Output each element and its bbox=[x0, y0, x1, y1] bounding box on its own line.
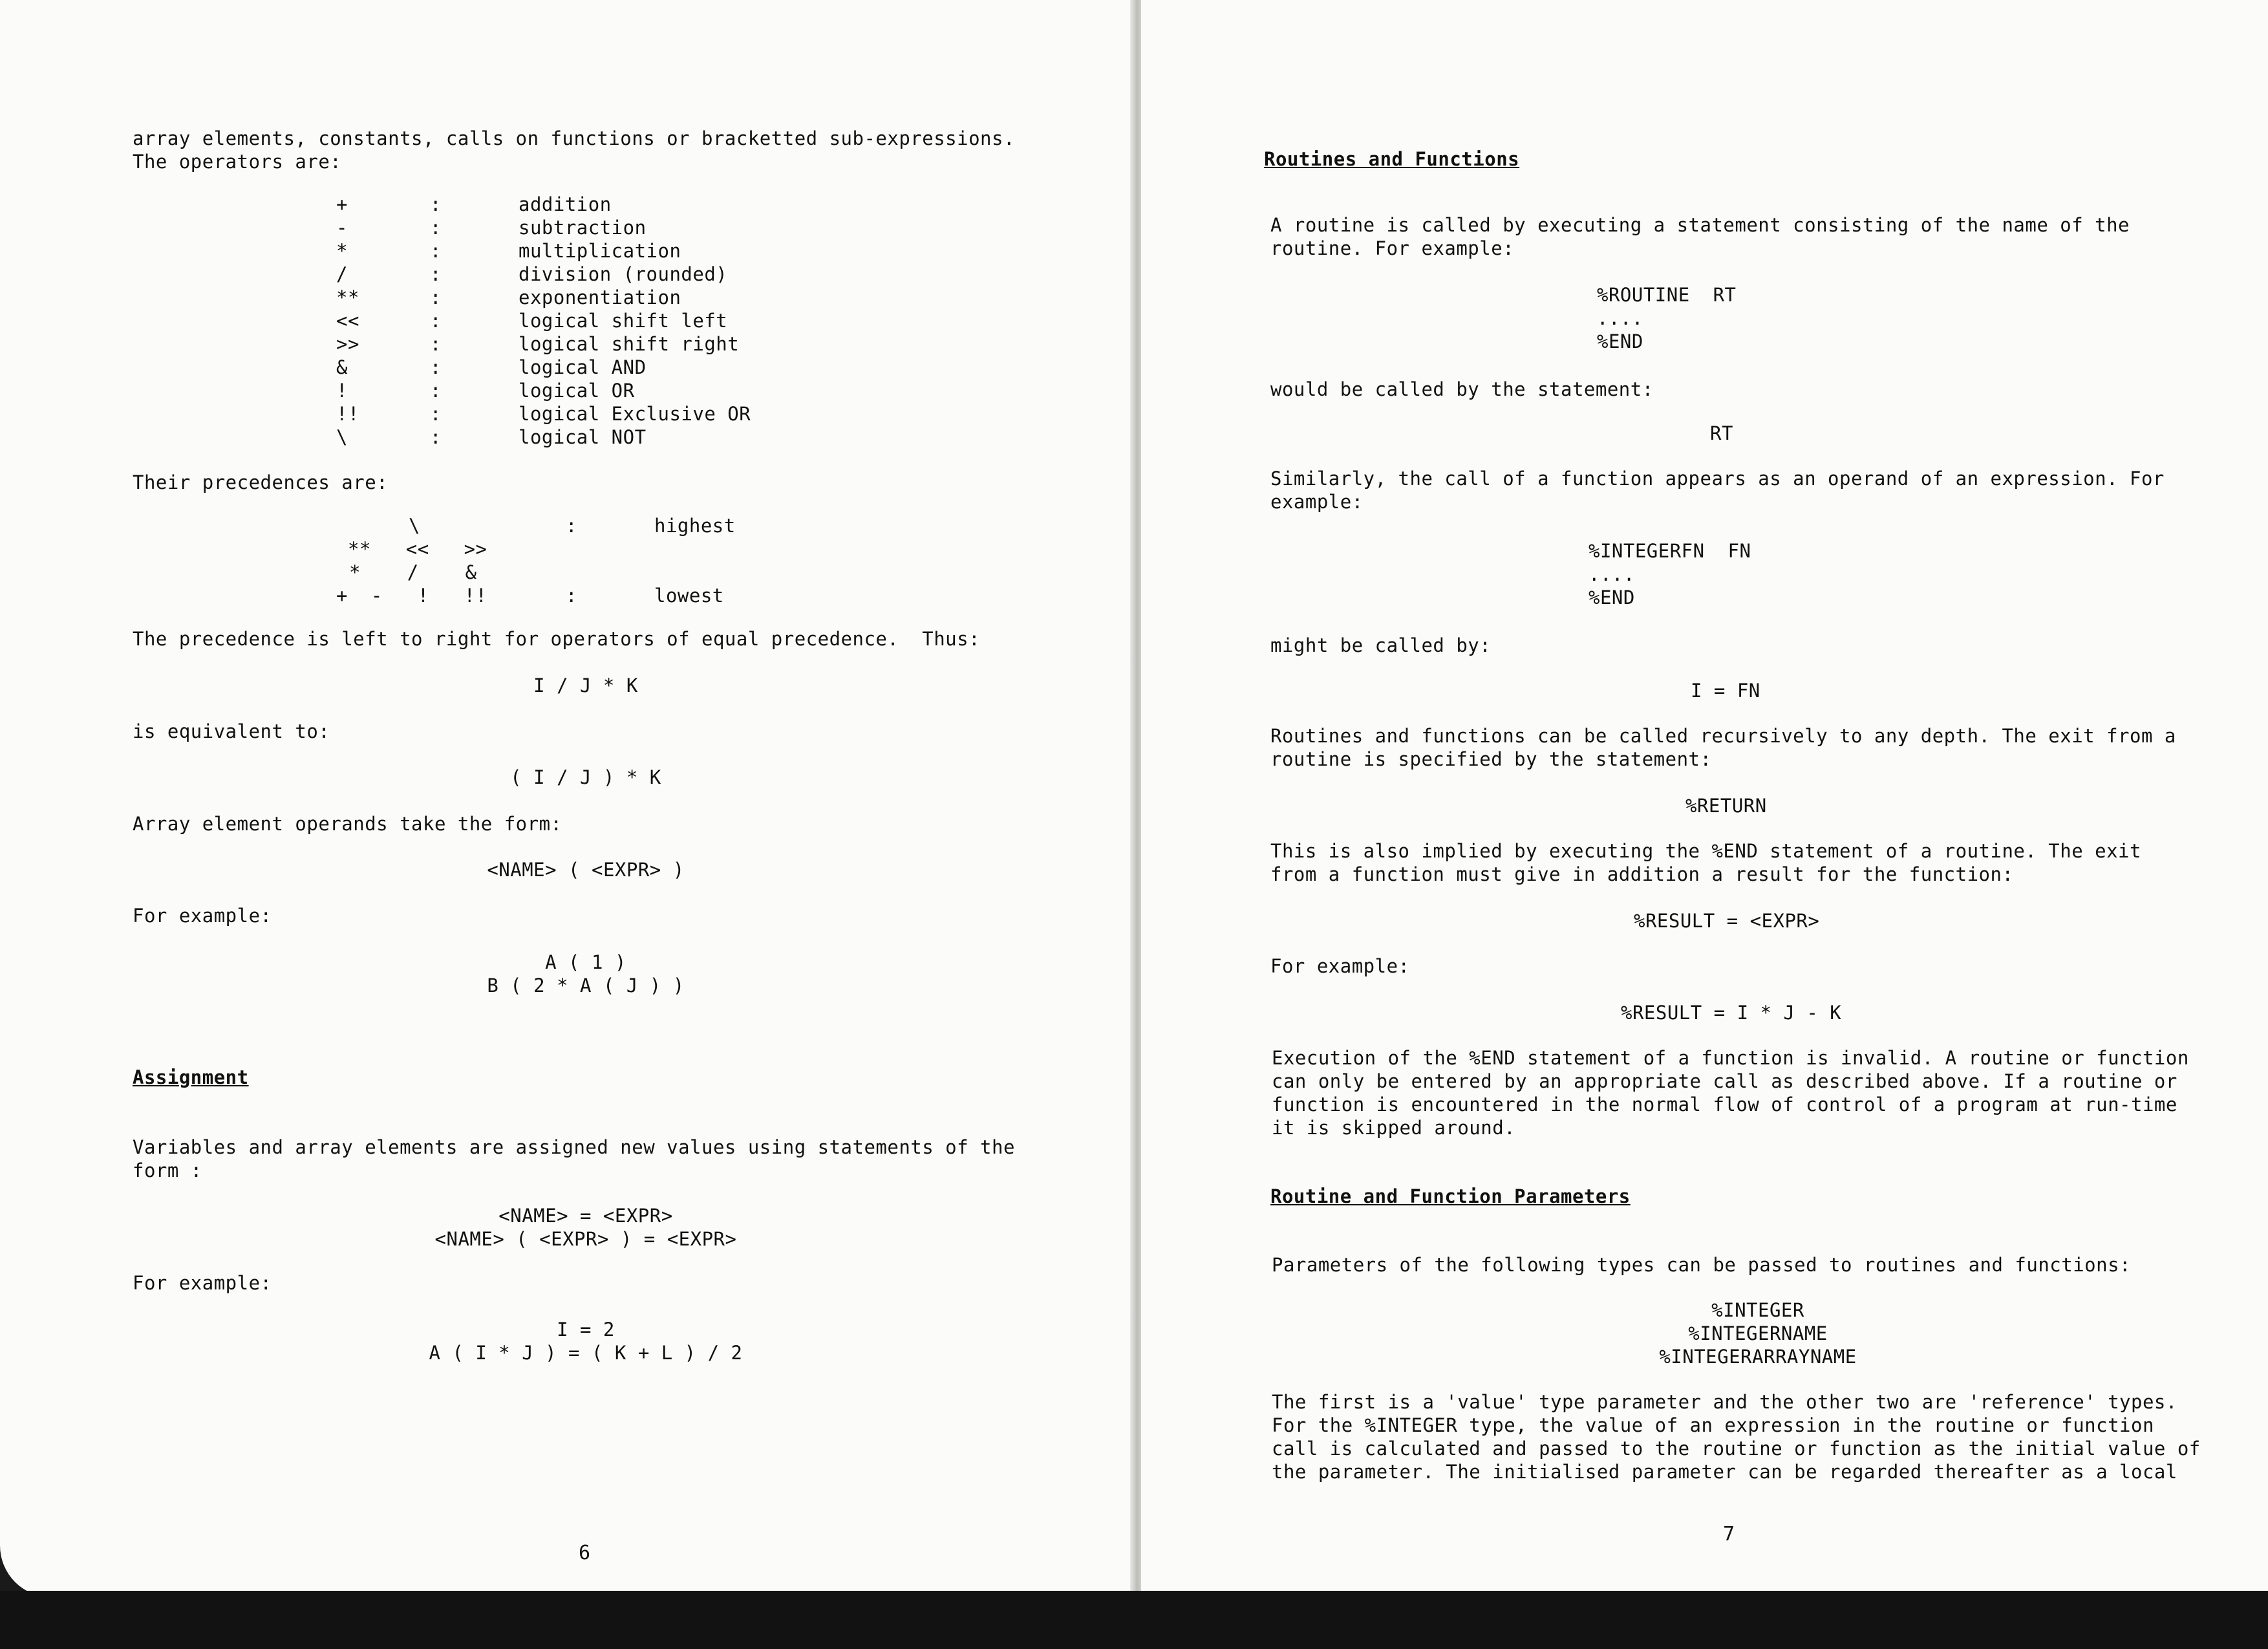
operator-meaning: multiplication bbox=[519, 240, 681, 262]
precedence-intro: Their precedences are: bbox=[133, 471, 389, 493]
left-page bbox=[0, 0, 1135, 1597]
precedence-ops: + - ! !! bbox=[336, 585, 487, 607]
operator-meaning: logical OR bbox=[519, 380, 635, 402]
array-form: <NAME> ( <EXPR> ) bbox=[487, 859, 685, 881]
operator-meaning: division (rounded) bbox=[519, 263, 728, 285]
operator-symbol: !! bbox=[336, 403, 359, 425]
operator-sep: : bbox=[430, 356, 442, 378]
equivalent-text: is equivalent to: bbox=[133, 720, 330, 742]
operator-sep: : bbox=[430, 240, 442, 262]
invalid-paragraph: Execution of the %END statement of a function is invalid. A routine or function can only be entered by an appropriate call as described above. If a routine or function is encountered in the normal flow of control of a program at run-time it is skipped around. bbox=[1272, 1047, 2189, 1139]
equal-precedence-text: The precedence is left to right for operators of equal precedence. Thus: bbox=[133, 628, 981, 650]
for-example-label: For example: bbox=[1270, 955, 1410, 977]
for-example-label: For example: bbox=[133, 905, 272, 927]
implied-paragraph: This is also implied by executing the %END statement of a routine. The exit from a function must give in addition a result for the function: bbox=[1270, 840, 2141, 885]
function-code-line: .... bbox=[1589, 563, 1635, 585]
operator-symbol: & bbox=[336, 356, 348, 378]
precedence-label: lowest bbox=[654, 585, 724, 607]
function-call-paragraph: Similarly, the call of a function appears as an operand of an expression. For example: bbox=[1270, 468, 2165, 513]
assign-form-2: <NAME> ( <EXPR> ) = <EXPR> bbox=[434, 1228, 737, 1250]
operator-meaning: logical Exclusive OR bbox=[519, 403, 751, 425]
assignment-paragraph: Variables and array elements are assigned new values using statements of the form : bbox=[133, 1136, 1015, 1181]
assign-example-1: I = 2 bbox=[557, 1319, 615, 1341]
operator-symbol: - bbox=[336, 217, 348, 239]
precedence-ops: \ bbox=[409, 515, 420, 537]
intro-line-2: The operators are: bbox=[133, 151, 342, 173]
intro-line-1: array elements, constants, calls on functions or bracketted sub-expressions. bbox=[133, 127, 1015, 149]
operator-symbol: ! bbox=[336, 380, 348, 402]
operator-meaning: logical NOT bbox=[519, 426, 647, 448]
rt-call: RT bbox=[1710, 422, 1733, 444]
operator-meaning: exponentiation bbox=[519, 286, 681, 308]
routine-code-line: .... bbox=[1597, 307, 1643, 329]
param-type: %INTEGERARRAYNAME bbox=[1659, 1346, 1857, 1368]
operator-sep: : bbox=[430, 193, 442, 215]
page-number: 6 bbox=[579, 1542, 591, 1564]
example-expression: I / J * K bbox=[533, 674, 638, 696]
fn-call: I = FN bbox=[1691, 680, 1760, 702]
assign-form-1: <NAME> = <EXPR> bbox=[498, 1205, 673, 1227]
routine-code-line: %ROUTINE RT bbox=[1597, 284, 1737, 306]
operator-sep: : bbox=[430, 217, 442, 239]
operator-symbol: / bbox=[336, 263, 348, 285]
routine-code-line: %END bbox=[1597, 330, 1643, 352]
operator-meaning: logical AND bbox=[519, 356, 647, 378]
operator-sep: : bbox=[430, 286, 442, 308]
operator-meaning: logical shift right bbox=[519, 333, 740, 355]
precedence-label: highest bbox=[654, 515, 736, 537]
page-number: 7 bbox=[1723, 1523, 1735, 1546]
recursive-paragraph: Routines and functions can be called recursively to any depth. The exit from a routine is specified by the statement: bbox=[1270, 725, 2176, 770]
param-type: %INTEGER bbox=[1711, 1299, 1804, 1321]
array-example-2: B ( 2 * A ( J ) ) bbox=[487, 975, 685, 997]
operator-meaning: subtraction bbox=[519, 217, 647, 239]
precedence-ops: ** << >> bbox=[348, 538, 487, 560]
operator-sep: : bbox=[430, 380, 442, 402]
assign-example-2: A ( I * J ) = ( K + L ) / 2 bbox=[429, 1342, 743, 1364]
operator-sep: : bbox=[430, 426, 442, 448]
result-form: %RESULT = <EXPR> bbox=[1634, 910, 1820, 932]
for-example-label: For example: bbox=[133, 1272, 272, 1294]
operator-sep: : bbox=[430, 263, 442, 285]
result-example: %RESULT = I * J - K bbox=[1621, 1002, 1842, 1024]
routines-heading: Routines and Functions bbox=[1264, 148, 1520, 170]
operator-symbol: \ bbox=[336, 426, 348, 448]
operator-symbol: >> bbox=[336, 333, 359, 355]
scanner-edge bbox=[0, 1591, 2268, 1649]
value-type-paragraph: The first is a 'value' type parameter and the other two are 'reference' types. For the %INTEGER type, the value of an expression in the routine or function call is calculated and passed to the routine or function as the initial value of the parameter. The initialised parameter can be regarded thereafter as a local bbox=[1272, 1391, 2201, 1483]
might-be-called-text: might be called by: bbox=[1270, 634, 1492, 656]
operator-symbol: + bbox=[336, 193, 348, 215]
operator-symbol: << bbox=[336, 310, 359, 332]
right-page bbox=[1141, 0, 2268, 1597]
operator-meaning: addition bbox=[519, 193, 612, 215]
return-statement: %RETURN bbox=[1685, 795, 1767, 817]
array-form-intro: Array element operands take the form: bbox=[133, 813, 562, 835]
parameters-paragraph: Parameters of the following types can be passed to routines and functions: bbox=[1272, 1254, 2132, 1276]
operator-sep: : bbox=[430, 310, 442, 332]
precedence-ops: * / & bbox=[349, 561, 477, 583]
param-type: %INTEGERNAME bbox=[1688, 1322, 1828, 1344]
function-code-line: %INTEGERFN FN bbox=[1589, 540, 1751, 562]
called-by-text: would be called by the statement: bbox=[1270, 378, 1654, 400]
assignment-heading: Assignment bbox=[133, 1066, 249, 1088]
equivalent-expression: ( I / J ) * K bbox=[510, 766, 661, 788]
operator-symbol: ** bbox=[336, 286, 359, 308]
array-example-1: A ( 1 ) bbox=[545, 951, 626, 973]
routine-call-paragraph: A routine is called by executing a statement consisting of the name of the routine. For example: bbox=[1270, 214, 2130, 259]
operator-sep: : bbox=[430, 333, 442, 355]
operator-symbol: * bbox=[336, 240, 348, 262]
operator-sep: : bbox=[430, 403, 442, 425]
parameters-heading: Routine and Function Parameters bbox=[1270, 1185, 1631, 1207]
function-code-line: %END bbox=[1589, 587, 1635, 609]
precedence-sep: : bbox=[566, 515, 577, 537]
precedence-sep: : bbox=[566, 585, 577, 607]
operator-meaning: logical shift left bbox=[519, 310, 728, 332]
